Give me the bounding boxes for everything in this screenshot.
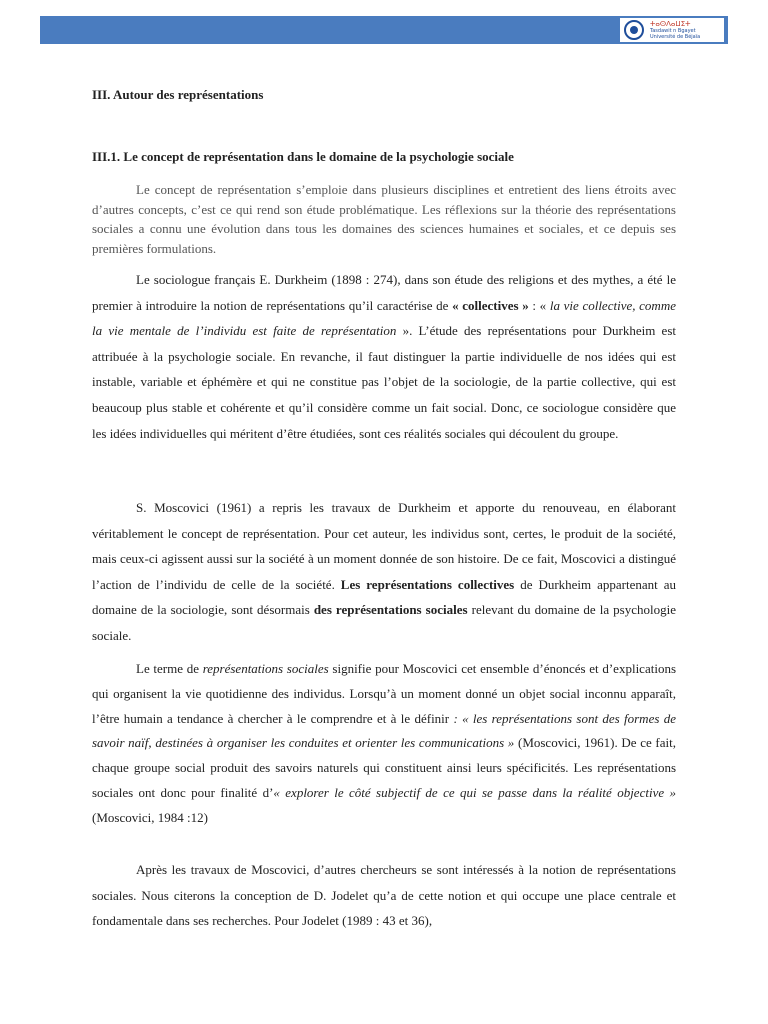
paragraph-3 (92, 495, 676, 649)
p4-text-a: Le terme de (136, 661, 203, 676)
paragraph-1 (92, 180, 676, 258)
p3-text-a: S. Moscovici (1961) a repris les travaux de Durkheim et apporte du renouveau, en élaborant véritablement le concept de représentation. Pour cet auteur, les individus sont, certes, le produit de la société, mais ceux-ci agissent aussi sur la société à un moment donnée de son histoire. De ce fait, Moscovici a distingué l’action de l’individu de celle de la société. (92, 500, 676, 592)
p4-italic-quote-1: : « les représentations sont des formes de savoir naïf, destinées à organiser les conduites et orienter les communications » (92, 710, 676, 751)
section-heading: III. Autour des représentations (92, 87, 264, 102)
logo-arabic: ⵜⴰⵙⴷⴰⵡⵉⵜ (650, 20, 691, 28)
logo-line2: Université de Béjaïa (650, 34, 701, 40)
p3-bold-b: des représentations sociales (313, 602, 468, 618)
paragraph-5 (92, 857, 676, 934)
p2-bold-collectives: « collectives » (452, 297, 529, 313)
logo-text (650, 20, 700, 40)
p4-text-e: (Moscovici, 1961). De ce fait, chaque groupe social produit des savoirs naturels qui constituent ainsi leurs spécificités. Les représentations sociales ont donc pour finalité d’ (92, 735, 676, 800)
subsection-heading: III.1. Le concept de représentation dans le domaine de la psychologie sociale (92, 149, 514, 164)
header-bar (40, 16, 728, 44)
paragraph-1-text: Le concept de représentation s’emploie dans plusieurs disciplines et entretient des liens étroits avec d’autres concepts, c’est ce qui rend son étude problématique. Les réflexions sur la théorie des représentations sociales a connu une évolution dans tous les domaines des sciences humaines et sociales, et ce depuis ses premières formulations. (92, 182, 676, 256)
p4-italic-quote-2: « explorer le côté subjectif de ce qui se passe dans la réalité objective » (273, 784, 676, 800)
p2-italic-quote: la vie collective, comme la vie mentale de l’individu est faite de représentation (92, 297, 676, 339)
p4-text-c: signifie pour Moscovici cet ensemble d’énoncés et d’explications qui organisent la vie quotidienne des individus. Lorsqu’à un moment donné un objet social inconnu apparaît, l’être humain a tendance à chercher à le comprendre et à le définir (92, 661, 676, 726)
logo-line1: Tasdawit n Bgayet (650, 28, 696, 34)
university-emblem-icon (624, 20, 644, 40)
paragraph-4 (92, 657, 676, 831)
p3-text-e: relevant du domaine de la psychologie sociale. (92, 602, 676, 643)
p4-italic-term: représentations sociales (202, 661, 329, 676)
paragraph-2 (92, 267, 676, 446)
p2-text-c: : « (528, 297, 550, 313)
p2-text-a: Le sociologue français E. Durkheim (1898 : 274), dans son étude des religions et des mythes, a été le premier à introduire la notion de représentations qu’il caractérise de (92, 272, 676, 313)
paragraph-5-text: Après les travaux de Moscovici, d’autres chercheurs se sont intéressés à la notion de représentations sociales. Nous citerons la conception de D. Jodelet qu’a de cette notion et qui occupe une place centrale et fondamentale dans ses recherches. Pour Jodelet (1989 : 43 et 36), (92, 862, 676, 929)
university-logo (620, 18, 724, 42)
p3-bold-a: Les représentations collectives (340, 576, 515, 592)
p3-text-c: de Durkheim appartenant au domaine de la sociologie, sont désormais (92, 576, 676, 618)
p4-text-g: (Moscovici, 1984 :12) (92, 809, 208, 825)
p2-text-e: ». L’étude des représentations pour Durkheim est attribuée à la psychologie sociale. En revanche, il faut distinguer la partie individuelle de nos idées qui est instable, variable et éphémère et qui ne constitue pas l’objet de la sociologie, de la partie collective, qui est beaucoup plus stable et cohérente et qu’il considère comme un fait social. Donc, ce sociologue considère que les idées individuelles qui méritent d’être étudiées, sont ces réalités sociales qui découlent du groupe. (92, 323, 677, 441)
